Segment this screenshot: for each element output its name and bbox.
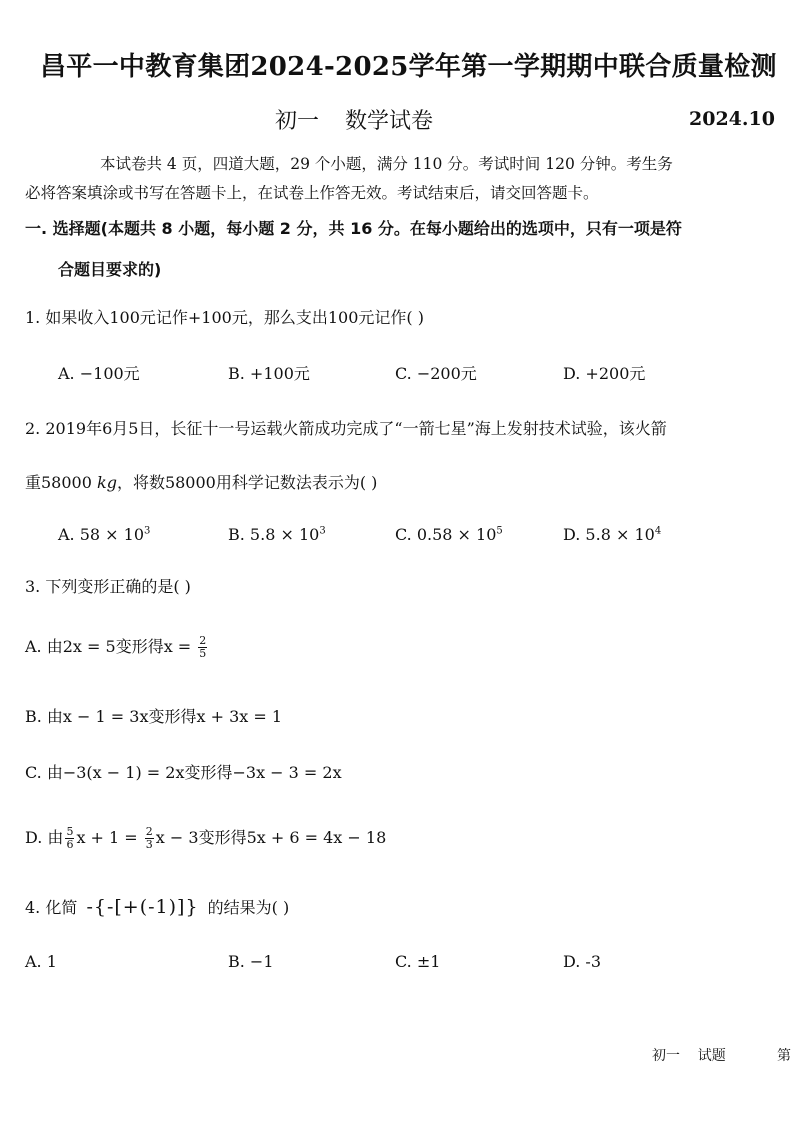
section-heading-line-1: 一. 选择题(本题共 8 小题，每小题 2 分，共 16 分。在每小题给出的选项中，只有一项是符 bbox=[25, 219, 682, 238]
intro-line-2: 必将答案填涂或书写在答题卡上，在试卷上作答无效。考试结束后，请交回答题卡。 bbox=[25, 184, 599, 202]
question-2-option-a: A. $58 \times 10^3$ bbox=[58, 525, 151, 544]
question-3-option-a: A. 由2x = 5变形得x = $\frac{2}{5}$ bbox=[25, 634, 207, 660]
exam-date: 2024.10 bbox=[689, 108, 775, 130]
question-4-expression: -{-[+(-1)]} bbox=[86, 896, 199, 918]
question-1-stem: 1. 如果收入100元记作+100元，那么支出100元记作( ) bbox=[25, 308, 424, 327]
question-2-stem-pre: 重58000 bbox=[25, 473, 97, 492]
section-heading-line-2: 合题目要求的) bbox=[58, 260, 162, 279]
question-1-option-b: B. +100元 bbox=[228, 364, 310, 383]
question-2-stem-line-2 bbox=[25, 470, 377, 493]
question-3-stem: 3. 下列变形正确的是( ) bbox=[25, 577, 191, 596]
question-4-stem: 4. 化简 -{-[+(-1)]} 的结果为( ) bbox=[25, 896, 290, 918]
exam-subtitle bbox=[275, 104, 433, 135]
question-4-option-b: B. −1 bbox=[228, 952, 274, 971]
question-2-stem-line-1: 2. 2019年6月5日，长征十一号运载火箭成功完成了“一箭七星”海上发射技术试验，该火箭 bbox=[25, 419, 667, 438]
footer-page-label: 第 bbox=[777, 1048, 791, 1064]
question-4-option-d: D. -3 bbox=[563, 952, 602, 971]
question-2-option-c: C. $0.58 \times 10^5$ bbox=[395, 525, 503, 544]
question-3-option-b: B. 由x − 1 = 3x变形得x + 3x = 1 bbox=[25, 707, 283, 726]
question-3-option-d: D. 由 $\frac{5}{6}$ x + 1 = $\frac{2}{3}$ x − 3变形得5x + 6 = 4x − 18 bbox=[25, 825, 387, 851]
grade-label: 初一 bbox=[275, 109, 320, 134]
question-2-stem-post: ，将数58000用科学记数法表示为( ) bbox=[116, 473, 378, 492]
question-4-option-a: A. 1 bbox=[25, 952, 57, 971]
question-1-option-a: A. −100元 bbox=[58, 364, 140, 383]
subject-label: 数学试卷 bbox=[345, 109, 434, 134]
question-1-option-d: D. +200元 bbox=[563, 364, 646, 383]
intro-line-1: 本试卷共 4 页，四道大题，29 个小题，满分 110 分。考试时间 120 分钟。考生务 bbox=[100, 155, 673, 173]
question-2-unit: kg bbox=[97, 473, 117, 492]
question-1-option-c: C. −200元 bbox=[395, 364, 477, 383]
fraction-2-5: $\frac{2}{5}$ bbox=[199, 634, 207, 660]
footer-label: 初一 试题 bbox=[652, 1048, 726, 1064]
question-2-option-b: B. $5.8 \times 10^3$ bbox=[228, 525, 326, 544]
fraction-2-3: $\frac{2}{3}$ bbox=[145, 825, 153, 851]
question-3-option-c: C. 由−3(x − 1) = 2x变形得−3x − 3 = 2x bbox=[25, 763, 342, 782]
fraction-5-6: $\frac{5}{6}$ bbox=[66, 825, 74, 851]
question-2-option-d: D. $5.8 \times 10^4$ bbox=[563, 525, 662, 544]
exam-title: 昌平一中教育集团2024-2025学年第一学期期中联合质量检测 bbox=[40, 52, 777, 82]
question-4-option-c: C. ±1 bbox=[395, 952, 441, 971]
